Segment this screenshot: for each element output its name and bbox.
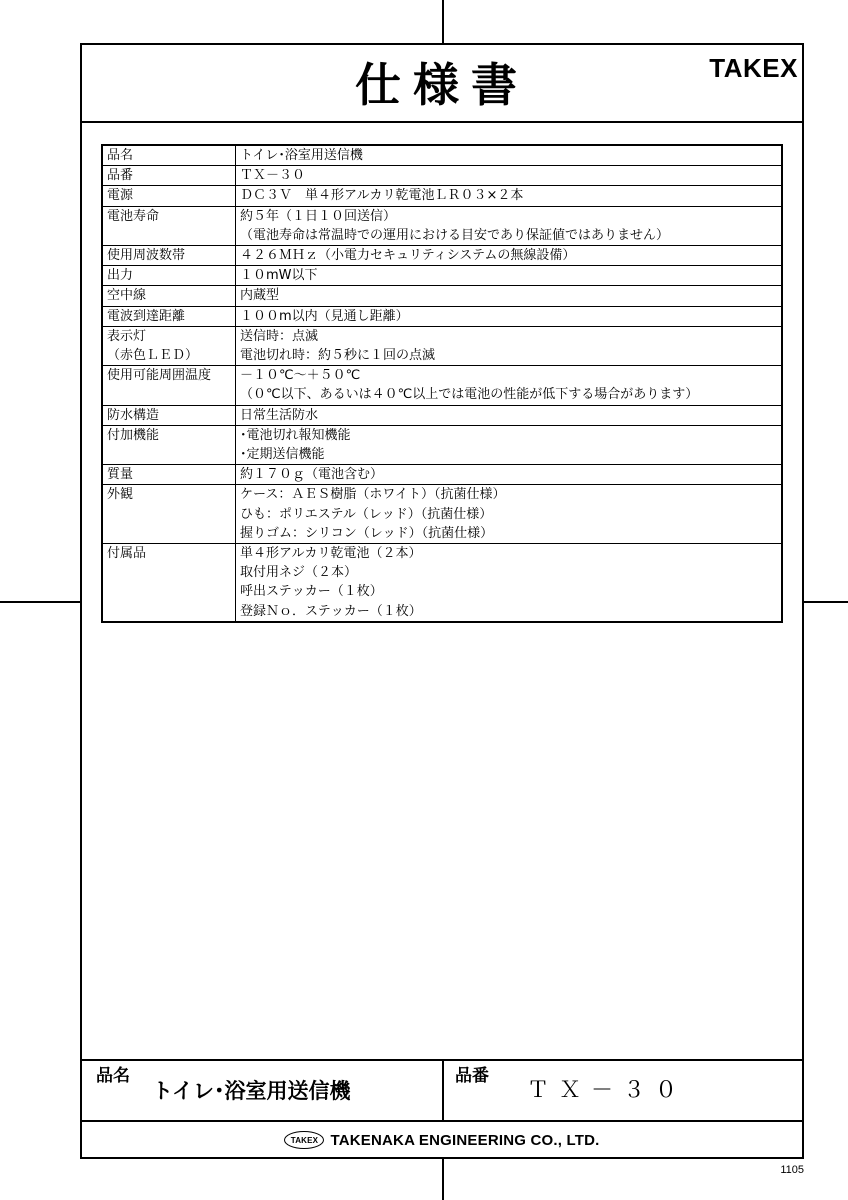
spec-value-line: 約１７０ｇ（電池含む） [240, 467, 384, 483]
spec-label: 出力 [102, 266, 236, 286]
document-number: 1105 [780, 1164, 804, 1176]
spec-row [102, 366, 782, 405]
spec-value [236, 405, 783, 425]
spec-row [102, 246, 782, 266]
spec-value [236, 166, 783, 186]
spec-value-line: ＴＸ－３０ [240, 168, 306, 184]
spec-value [236, 485, 783, 544]
spec-row [102, 166, 782, 186]
spec-label: 外観 [102, 485, 236, 544]
spec-value [236, 206, 783, 245]
header-divider [80, 121, 804, 123]
spec-value [236, 544, 783, 622]
spec-value [236, 266, 783, 286]
spec-row [102, 544, 782, 622]
spec-table-body [102, 145, 782, 622]
spec-label: 品名 [102, 145, 236, 166]
brand-logo: TAKEX [709, 53, 798, 83]
spec-value-line: 電池切れ時：約５秒に１回の点滅 [240, 348, 436, 364]
spec-label: 使用可能周囲温度 [102, 366, 236, 405]
spec-label: 付加機能 [102, 425, 236, 464]
spec-label: 電源 [102, 186, 236, 206]
spec-label: 使用周波数帯 [102, 246, 236, 266]
spec-value [236, 465, 783, 485]
spec-value-line: （電池寿命は常温時での運用における目安であり保証値ではありません） [240, 227, 670, 243]
crop-mark-left [0, 601, 80, 603]
footer-name-label: 品名 [96, 1066, 130, 1086]
spec-label: 付属品 [102, 544, 236, 622]
crop-mark-right [804, 601, 848, 603]
spec-label: 質量 [102, 465, 236, 485]
spec-value-line: 送信時：点滅 [240, 328, 319, 344]
spec-row [102, 485, 782, 544]
spec-value [236, 246, 783, 266]
footer-column-divider [442, 1060, 444, 1121]
spec-row [102, 425, 782, 464]
spec-value [236, 286, 783, 306]
spec-value [236, 306, 783, 326]
spec-row [102, 306, 782, 326]
spec-row [102, 206, 782, 245]
spec-row [102, 266, 782, 286]
spec-value-line: １０mW以下 [240, 268, 318, 284]
spec-value-line: ひも：ポリエステル（レッド）（抗菌仕様） [240, 506, 493, 522]
spec-value [236, 145, 783, 166]
company-logo-icon [284, 1131, 324, 1149]
spec-row [102, 465, 782, 485]
page-title: 仕様書 [355, 58, 529, 112]
spec-value-line: １００m以内（見通し距離） [240, 308, 409, 324]
spec-row [102, 145, 782, 166]
footer-model-label: 品番 [455, 1066, 489, 1086]
spec-label: 品番 [102, 166, 236, 186]
spec-value-line: 呼出ステッカー（１枚） [240, 584, 383, 600]
crop-mark-top [442, 0, 444, 43]
company-bar [80, 1122, 804, 1158]
spec-value-line: （０℃以下、あるいは４０℃以上では電池の性能が低下する場合があります） [240, 387, 699, 403]
spec-value-line: ･電池切れ報知機能 [240, 427, 351, 443]
spec-value-line: 内蔵型 [240, 288, 280, 304]
spec-value-line: 単４形アルカリ乾電池（２本） [240, 546, 422, 562]
spec-value-line: －１０℃～＋５０℃ [240, 368, 361, 384]
spec-row [102, 286, 782, 306]
crop-mark-bottom [442, 1159, 444, 1200]
spec-row [102, 186, 782, 206]
spec-table [101, 144, 783, 623]
spec-value-line: トイレ･浴室用送信機 [240, 148, 363, 163]
spec-value [236, 366, 783, 405]
spec-value-line: 約５年（１日１０回送信） [240, 208, 397, 224]
spec-value [236, 425, 783, 464]
spec-label: 表示灯 [102, 326, 236, 346]
spec-value-line: ４２６ＭＨｚ（小電力セキュリティシステムの無線設備） [240, 248, 576, 264]
spec-label: 防水構造 [102, 405, 236, 425]
footer-model-value: ＴＸ－３０ [527, 1078, 688, 1103]
spec-value-line: 登録Ｎｏ．ステッカー（１枚） [240, 603, 422, 619]
spec-label: 電池寿命 [102, 206, 236, 245]
spec-value-line: 握りゴム：シリコン（レッド）（抗菌仕様） [240, 525, 494, 541]
spec-label: （赤色ＬＥＤ） [102, 346, 236, 366]
spec-row [102, 326, 782, 346]
spec-label: 電波到達距離 [102, 306, 236, 326]
spec-label: 空中線 [102, 286, 236, 306]
company-name: TAKENAKA ENGINEERING CO., LTD. [330, 1131, 600, 1149]
spec-value-line: 取付用ネジ（２本） [240, 565, 358, 581]
spec-value-line: ＤＣ３Ｖ 単４形アルカリ乾電池ＬＲ０３×２本 [240, 188, 524, 204]
spec-value [236, 326, 783, 346]
spec-row [102, 405, 782, 425]
spec-value [236, 186, 783, 206]
spec-row [102, 346, 782, 366]
company-logo-text: TAKEX [290, 1135, 319, 1145]
spec-value-line: ケース：ＡＥＳ樹脂（ホワイト）（抗菌仕様） [240, 487, 506, 503]
spec-value [236, 346, 783, 366]
spec-value-line: ･定期送信機能 [240, 447, 325, 463]
footer-name-value: トイレ･浴室用送信機 [152, 1079, 351, 1103]
spec-value-line: 日常生活防水 [240, 407, 319, 423]
